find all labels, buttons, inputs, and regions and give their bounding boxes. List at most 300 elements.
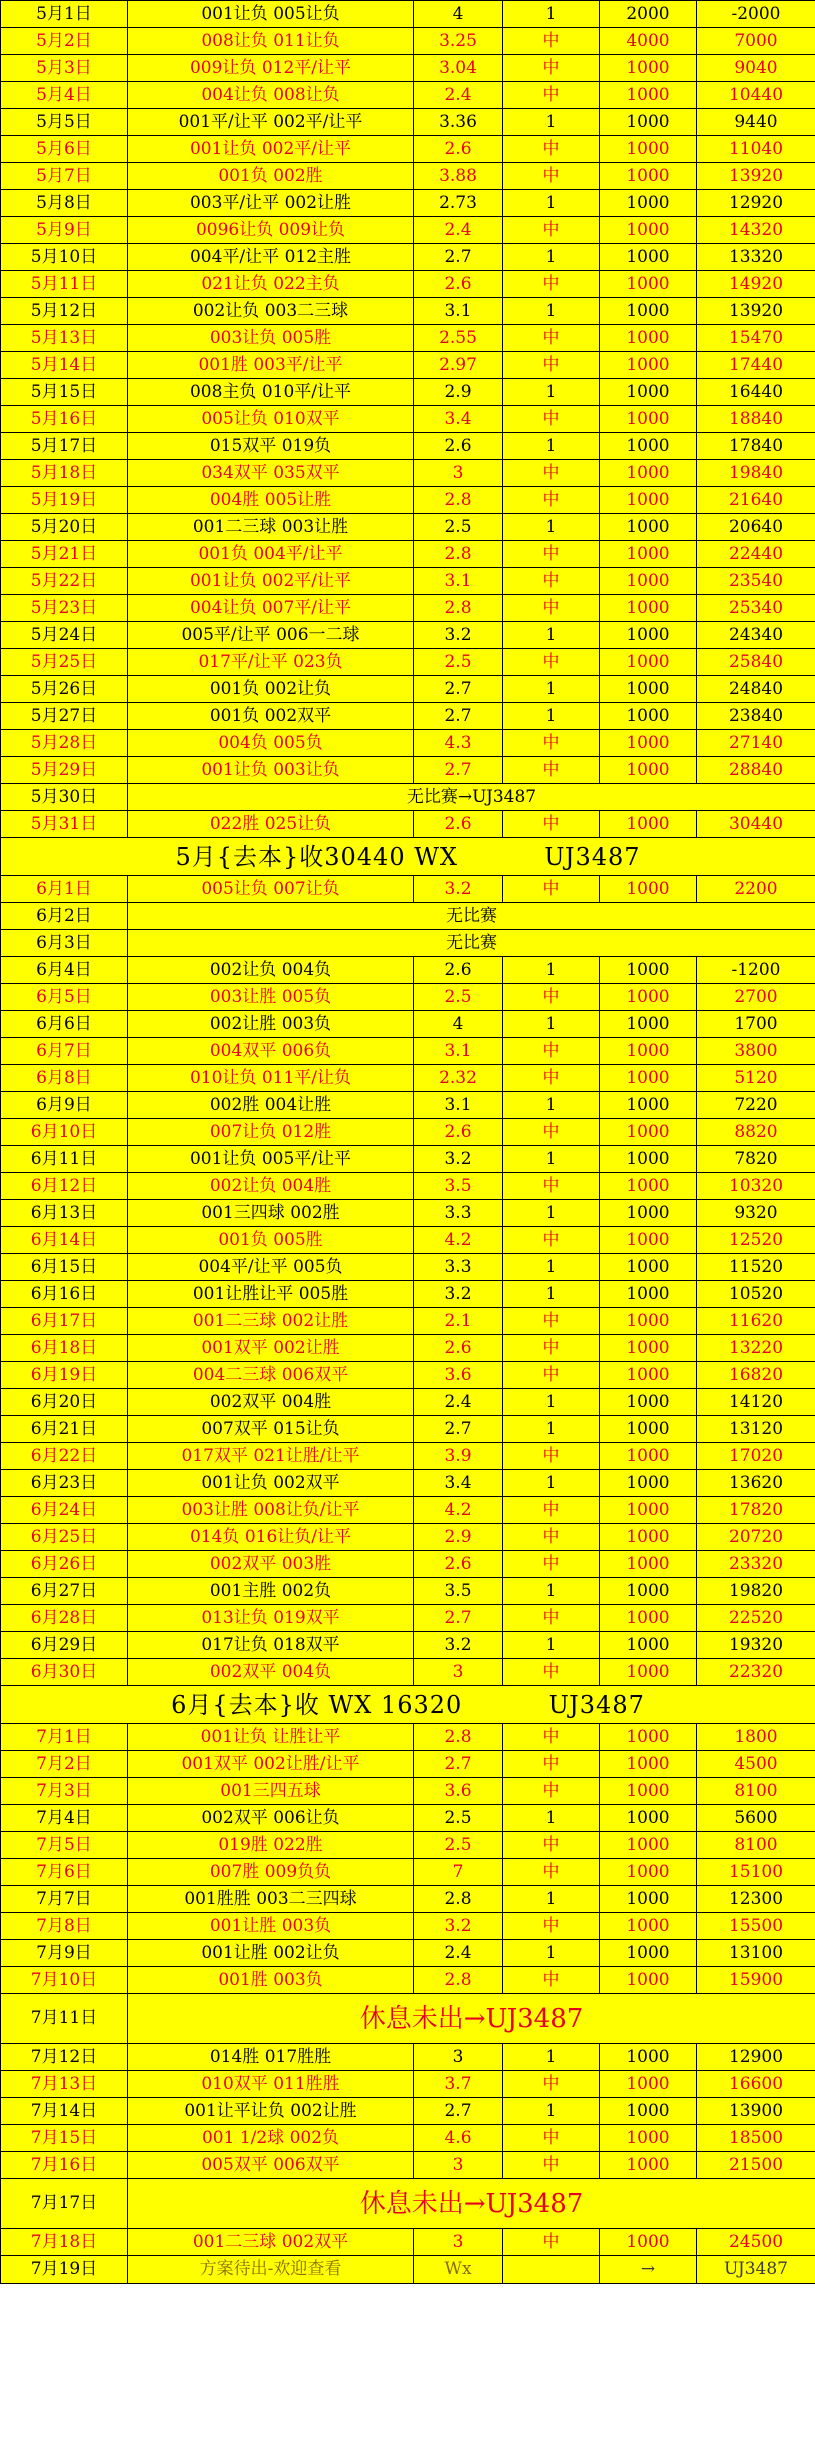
stake-cell: 1000 xyxy=(600,1497,697,1524)
result-cell: 1 xyxy=(503,1632,600,1659)
odds-cell: 2.7 xyxy=(414,1416,503,1443)
odds-cell: 2.6 xyxy=(414,811,503,838)
total-cell: 30440 xyxy=(697,811,815,838)
contact-label: Wx xyxy=(414,2256,503,2284)
picks-cell: 002胜 004让胜 xyxy=(128,1092,414,1119)
date-cell: 7月2日 xyxy=(1,1751,128,1778)
odds-cell: 2.6 xyxy=(414,136,503,163)
odds-cell: 3.36 xyxy=(414,109,503,136)
stake-cell: 1000 xyxy=(600,1470,697,1497)
result-cell: 1 xyxy=(503,1092,600,1119)
date-cell: 6月29日 xyxy=(1,1632,128,1659)
date-cell: 5月7日 xyxy=(1,163,128,190)
picks-cell: 001负 002双平 xyxy=(128,703,414,730)
total-cell: 22320 xyxy=(697,1659,815,1686)
date-cell: 6月22日 xyxy=(1,1443,128,1470)
date-cell: 7月15日 xyxy=(1,2125,128,2152)
picks-cell: 007让负 012胜 xyxy=(128,1119,414,1146)
result-cell: 中 xyxy=(503,325,600,352)
date-cell: 6月1日 xyxy=(1,876,128,903)
bet-row xyxy=(1,1416,815,1443)
picks-cell: 009让负 012平/让平 xyxy=(128,55,414,82)
result-cell: 1 xyxy=(503,2044,600,2071)
picks-cell: 005双平 006双平 xyxy=(128,2152,414,2179)
total-cell: 16440 xyxy=(697,379,815,406)
total-cell: 15100 xyxy=(697,1859,815,1886)
bet-row xyxy=(1,957,815,984)
date-cell: 6月16日 xyxy=(1,1281,128,1308)
total-cell: 16600 xyxy=(697,2071,815,2098)
date-cell: 7月7日 xyxy=(1,1886,128,1913)
odds-cell: 3 xyxy=(414,1659,503,1686)
picks-cell: 004平/让平 012主胜 xyxy=(128,244,414,271)
date-cell: 5月4日 xyxy=(1,82,128,109)
odds-cell: 2.1 xyxy=(414,1308,503,1335)
result-cell: 中 xyxy=(503,28,600,55)
bet-row xyxy=(1,1940,815,1967)
bet-row xyxy=(1,2071,815,2098)
odds-cell: 2.6 xyxy=(414,1335,503,1362)
result-cell: 1 xyxy=(503,957,600,984)
stake-cell: 1000 xyxy=(600,109,697,136)
picks-cell: 001让平让负 002让胜 xyxy=(128,2098,414,2125)
date-cell: 5月1日 xyxy=(1,1,128,28)
result-cell: 中 xyxy=(503,1497,600,1524)
date-cell: 5月16日 xyxy=(1,406,128,433)
result-cell: 1 xyxy=(503,379,600,406)
odds-cell: 3.2 xyxy=(414,1146,503,1173)
picks-cell: 013让负 019双平 xyxy=(128,1605,414,1632)
odds-cell: 2.4 xyxy=(414,1940,503,1967)
odds-cell: 3 xyxy=(414,2044,503,2071)
result-cell: 中 xyxy=(503,730,600,757)
date-cell: 5月18日 xyxy=(1,460,128,487)
date-cell: 6月2日 xyxy=(1,903,128,930)
result-cell xyxy=(503,2256,600,2284)
result-cell: 中 xyxy=(503,876,600,903)
stake-cell: 1000 xyxy=(600,1011,697,1038)
month-summary-text: 5月{去本}收30440 WX UJ3487 xyxy=(1,838,815,876)
total-cell: 3800 xyxy=(697,1038,815,1065)
date-cell: 5月25日 xyxy=(1,649,128,676)
result-cell: 1 xyxy=(503,2098,600,2125)
stake-cell: 1000 xyxy=(600,2125,697,2152)
picks-cell: 001胜 003平/让平 xyxy=(128,352,414,379)
bet-row xyxy=(1,1308,815,1335)
date-cell: 5月10日 xyxy=(1,244,128,271)
date-cell: 5月27日 xyxy=(1,703,128,730)
picks-cell: 004双平 006负 xyxy=(128,1038,414,1065)
stake-cell: 1000 xyxy=(600,1281,697,1308)
picks-cell: 001让负 003让负 xyxy=(128,757,414,784)
stake-cell: 1000 xyxy=(600,1967,697,1994)
picks-cell: 005让负 010双平 xyxy=(128,406,414,433)
total-cell: 7220 xyxy=(697,1092,815,1119)
result-cell: 1 xyxy=(503,1011,600,1038)
odds-cell: 2.5 xyxy=(414,1805,503,1832)
bet-row xyxy=(1,433,815,460)
picks-cell: 001让胜 003负 xyxy=(128,1913,414,1940)
bet-row xyxy=(1,1092,815,1119)
total-cell: -2000 xyxy=(697,1,815,28)
stake-cell: 1000 xyxy=(600,352,697,379)
picks-cell: 001让负 005让负 xyxy=(128,1,414,28)
stake-cell: 1000 xyxy=(600,136,697,163)
note-cell: 无比赛 xyxy=(128,903,815,930)
bet-row xyxy=(1,2125,815,2152)
stake-cell: 1000 xyxy=(600,163,697,190)
date-cell: 5月22日 xyxy=(1,568,128,595)
result-cell: 中 xyxy=(503,1227,600,1254)
bet-row xyxy=(1,703,815,730)
stake-cell: 1000 xyxy=(600,984,697,1011)
picks-cell: 001平/让平 002平/让平 xyxy=(128,109,414,136)
total-cell: 14920 xyxy=(697,271,815,298)
rest-message: 休息未出→UJ3487 xyxy=(128,1994,815,2044)
stake-cell: 1000 xyxy=(600,757,697,784)
contact-id: UJ3487 xyxy=(697,2256,815,2284)
stake-cell: 1000 xyxy=(600,1254,697,1281)
stake-cell: 1000 xyxy=(600,1524,697,1551)
odds-cell: 3.6 xyxy=(414,1362,503,1389)
picks-cell: 002让胜 003负 xyxy=(128,1011,414,1038)
picks-cell: 002双平 004负 xyxy=(128,1659,414,1686)
date-cell: 6月27日 xyxy=(1,1578,128,1605)
bet-row xyxy=(1,1470,815,1497)
date-cell: 6月9日 xyxy=(1,1092,128,1119)
result-cell: 1 xyxy=(503,1940,600,1967)
date-cell: 6月25日 xyxy=(1,1524,128,1551)
picks-cell: 002让负 004胜 xyxy=(128,1173,414,1200)
bet-row xyxy=(1,1335,815,1362)
picks-cell: 001让负 002平/让平 xyxy=(128,568,414,595)
result-cell: 1 xyxy=(503,1578,600,1605)
odds-cell: 2.5 xyxy=(414,649,503,676)
total-cell: 12920 xyxy=(697,190,815,217)
total-cell: 13900 xyxy=(697,2098,815,2125)
month-summary-row xyxy=(1,838,815,876)
stake-cell: 1000 xyxy=(600,676,697,703)
bet-row xyxy=(1,757,815,784)
date-cell: 7月17日 xyxy=(1,2179,128,2229)
stake-cell: 1000 xyxy=(600,514,697,541)
stake-cell: 1000 xyxy=(600,1038,697,1065)
date-cell: 6月7日 xyxy=(1,1038,128,1065)
picks-cell: 001让负 002平/让平 xyxy=(128,136,414,163)
arrow-cell: → xyxy=(600,2256,697,2284)
bet-row xyxy=(1,514,815,541)
bet-row xyxy=(1,2044,815,2071)
odds-cell: 3.4 xyxy=(414,406,503,433)
date-cell: 5月29日 xyxy=(1,757,128,784)
total-cell: 15900 xyxy=(697,1967,815,1994)
date-cell: 6月18日 xyxy=(1,1335,128,1362)
picks-cell: 004让负 007平/让平 xyxy=(128,595,414,622)
bet-row xyxy=(1,1038,815,1065)
total-cell: 15470 xyxy=(697,325,815,352)
picks-cell: 001让胜 002让负 xyxy=(128,1940,414,1967)
odds-cell: 2.32 xyxy=(414,1065,503,1092)
odds-cell: 4.6 xyxy=(414,2125,503,2152)
picks-cell: 002让负 004负 xyxy=(128,957,414,984)
result-cell: 1 xyxy=(503,1254,600,1281)
bet-row xyxy=(1,1724,815,1751)
odds-cell: 3.6 xyxy=(414,1778,503,1805)
picks-cell: 001二三球 003让胜 xyxy=(128,514,414,541)
bet-row xyxy=(1,1443,815,1470)
date-cell: 5月28日 xyxy=(1,730,128,757)
odds-cell: 2.6 xyxy=(414,433,503,460)
stake-cell: 1000 xyxy=(600,1886,697,1913)
result-cell: 1 xyxy=(503,298,600,325)
result-cell: 中 xyxy=(503,1173,600,1200)
stake-cell: 1000 xyxy=(600,541,697,568)
date-cell: 5月19日 xyxy=(1,487,128,514)
no-match-row xyxy=(1,784,815,811)
picks-cell: 019胜 022胜 xyxy=(128,1832,414,1859)
result-cell: 中 xyxy=(503,2125,600,2152)
total-cell: 11520 xyxy=(697,1254,815,1281)
odds-cell: 2.9 xyxy=(414,379,503,406)
total-cell: 8820 xyxy=(697,1119,815,1146)
odds-cell: 2.8 xyxy=(414,1967,503,1994)
result-cell: 中 xyxy=(503,595,600,622)
stake-cell: 1000 xyxy=(600,298,697,325)
result-cell: 中 xyxy=(503,1751,600,1778)
date-cell: 5月24日 xyxy=(1,622,128,649)
stake-cell: 1000 xyxy=(600,1389,697,1416)
odds-cell: 2.8 xyxy=(414,1886,503,1913)
stake-cell: 1000 xyxy=(600,2098,697,2125)
rest-day-row xyxy=(1,2179,815,2229)
picks-cell: 003让负 005胜 xyxy=(128,325,414,352)
odds-cell: 2.5 xyxy=(414,514,503,541)
result-cell: 中 xyxy=(503,1038,600,1065)
date-cell: 6月19日 xyxy=(1,1362,128,1389)
result-cell: 1 xyxy=(503,1470,600,1497)
total-cell: 5120 xyxy=(697,1065,815,1092)
bet-row xyxy=(1,2152,815,2179)
stake-cell: 1000 xyxy=(600,957,697,984)
bet-row xyxy=(1,730,815,757)
bet-row xyxy=(1,1886,815,1913)
odds-cell: 2.6 xyxy=(414,271,503,298)
date-cell: 6月10日 xyxy=(1,1119,128,1146)
stake-cell: 1000 xyxy=(600,595,697,622)
date-cell: 7月9日 xyxy=(1,1940,128,1967)
date-cell: 5月3日 xyxy=(1,55,128,82)
bet-row xyxy=(1,1778,815,1805)
odds-cell: 2.97 xyxy=(414,352,503,379)
result-cell: 中 xyxy=(503,1065,600,1092)
result-cell: 中 xyxy=(503,2229,600,2256)
picks-cell: 017平/让平 023负 xyxy=(128,649,414,676)
bet-row xyxy=(1,1065,815,1092)
total-cell: 25840 xyxy=(697,649,815,676)
total-cell: 25340 xyxy=(697,595,815,622)
stake-cell: 1000 xyxy=(600,1119,697,1146)
picks-cell: 001双平 002让胜/让平 xyxy=(128,1751,414,1778)
bet-row xyxy=(1,406,815,433)
date-cell: 7月14日 xyxy=(1,2098,128,2125)
odds-cell: 2.55 xyxy=(414,325,503,352)
result-cell: 中 xyxy=(503,1524,600,1551)
total-cell: 2700 xyxy=(697,984,815,1011)
date-cell: 7月8日 xyxy=(1,1913,128,1940)
stake-cell: 1000 xyxy=(600,1778,697,1805)
picks-cell: 002让负 003二三球 xyxy=(128,298,414,325)
total-cell: 28840 xyxy=(697,757,815,784)
stake-cell: 1000 xyxy=(600,2229,697,2256)
total-cell: 23320 xyxy=(697,1551,815,1578)
stake-cell: 1000 xyxy=(600,379,697,406)
result-cell: 中 xyxy=(503,217,600,244)
odds-cell: 3.5 xyxy=(414,1173,503,1200)
odds-cell: 3 xyxy=(414,2152,503,2179)
result-cell: 1 xyxy=(503,433,600,460)
stake-cell: 1000 xyxy=(600,568,697,595)
result-cell: 中 xyxy=(503,541,600,568)
odds-cell: 2.9 xyxy=(414,1524,503,1551)
date-cell: 6月14日 xyxy=(1,1227,128,1254)
bet-row xyxy=(1,676,815,703)
odds-cell: 3.2 xyxy=(414,1281,503,1308)
odds-cell: 3.1 xyxy=(414,568,503,595)
date-cell: 6月13日 xyxy=(1,1200,128,1227)
stake-cell: 1000 xyxy=(600,1308,697,1335)
result-cell: 中 xyxy=(503,2152,600,2179)
odds-cell: 3.1 xyxy=(414,1092,503,1119)
odds-cell: 7 xyxy=(414,1859,503,1886)
odds-cell: 4 xyxy=(414,1,503,28)
total-cell: 10440 xyxy=(697,82,815,109)
total-cell: 22440 xyxy=(697,541,815,568)
odds-cell: 2.7 xyxy=(414,676,503,703)
date-cell: 5月11日 xyxy=(1,271,128,298)
bet-row xyxy=(1,298,815,325)
picks-cell: 003让胜 008让负/让平 xyxy=(128,1497,414,1524)
picks-cell: 001负 002让负 xyxy=(128,676,414,703)
total-cell: 19840 xyxy=(697,460,815,487)
stake-cell: 1000 xyxy=(600,1913,697,1940)
result-cell: 中 xyxy=(503,1659,600,1686)
note-cell: 无比赛→UJ3487 xyxy=(128,784,815,811)
picks-cell: 001让负 让胜让平 xyxy=(128,1724,414,1751)
odds-cell: 3.2 xyxy=(414,622,503,649)
bet-row xyxy=(1,649,815,676)
bet-row xyxy=(1,28,815,55)
stake-cell: 1000 xyxy=(600,649,697,676)
odds-cell: 3.4 xyxy=(414,1470,503,1497)
bet-row xyxy=(1,1200,815,1227)
bet-row xyxy=(1,595,815,622)
picks-cell: 034双平 035双平 xyxy=(128,460,414,487)
date-cell: 7月5日 xyxy=(1,1832,128,1859)
picks-cell: 001双平 002让胜 xyxy=(128,1335,414,1362)
picks-cell: 001让负 002双平 xyxy=(128,1470,414,1497)
stake-cell: 1000 xyxy=(600,1605,697,1632)
result-cell: 1 xyxy=(503,1146,600,1173)
stake-cell: 1000 xyxy=(600,217,697,244)
stake-cell: 4000 xyxy=(600,28,697,55)
odds-cell: 3.25 xyxy=(414,28,503,55)
odds-cell: 4.2 xyxy=(414,1497,503,1524)
stake-cell: 1000 xyxy=(600,1173,697,1200)
date-cell: 6月24日 xyxy=(1,1497,128,1524)
odds-cell: 3.7 xyxy=(414,2071,503,2098)
result-cell: 中 xyxy=(503,1605,600,1632)
total-cell: 8100 xyxy=(697,1832,815,1859)
total-cell: 11620 xyxy=(697,1308,815,1335)
stake-cell: 1000 xyxy=(600,1362,697,1389)
rest-day-row xyxy=(1,1994,815,2044)
date-cell: 6月20日 xyxy=(1,1389,128,1416)
result-cell: 1 xyxy=(503,190,600,217)
odds-cell: 3 xyxy=(414,2229,503,2256)
bet-row xyxy=(1,217,815,244)
total-cell: 8100 xyxy=(697,1778,815,1805)
pending-row xyxy=(1,2256,815,2284)
picks-cell: 007双平 015让负 xyxy=(128,1416,414,1443)
rest-message: 休息未出→UJ3487 xyxy=(128,2179,815,2229)
picks-cell: 005平/让平 006一二球 xyxy=(128,622,414,649)
bet-row xyxy=(1,541,815,568)
result-cell: 中 xyxy=(503,82,600,109)
date-cell: 6月30日 xyxy=(1,1659,128,1686)
bet-row xyxy=(1,487,815,514)
stake-cell: 1000 xyxy=(600,811,697,838)
result-cell: 中 xyxy=(503,1443,600,1470)
bet-row xyxy=(1,2098,815,2125)
bet-row xyxy=(1,352,815,379)
stake-cell: 1000 xyxy=(600,2044,697,2071)
date-cell: 6月17日 xyxy=(1,1308,128,1335)
odds-cell: 2.4 xyxy=(414,82,503,109)
picks-cell: 001三四五球 xyxy=(128,1778,414,1805)
stake-cell: 1000 xyxy=(600,190,697,217)
picks-cell: 001负 004平/让平 xyxy=(128,541,414,568)
result-cell: 中 xyxy=(503,2071,600,2098)
stake-cell: 1000 xyxy=(600,1632,697,1659)
stake-cell: 2000 xyxy=(600,1,697,28)
odds-cell: 2.7 xyxy=(414,2098,503,2125)
stake-cell: 1000 xyxy=(600,1200,697,1227)
stake-cell: 1000 xyxy=(600,406,697,433)
picks-cell: 001胜 003负 xyxy=(128,1967,414,1994)
bet-row xyxy=(1,876,815,903)
date-cell: 7月16日 xyxy=(1,2152,128,2179)
result-cell: 中 xyxy=(503,163,600,190)
total-cell: 1800 xyxy=(697,1724,815,1751)
bet-row xyxy=(1,244,815,271)
total-cell: 24500 xyxy=(697,2229,815,2256)
picks-cell: 001主胜 002负 xyxy=(128,1578,414,1605)
stake-cell: 1000 xyxy=(600,1724,697,1751)
odds-cell: 4.3 xyxy=(414,730,503,757)
note-cell: 无比赛 xyxy=(128,930,815,957)
result-cell: 1 xyxy=(503,622,600,649)
result-cell: 1 xyxy=(503,676,600,703)
result-cell: 1 xyxy=(503,1416,600,1443)
odds-cell: 3.2 xyxy=(414,876,503,903)
picks-cell: 001让负 005平/让平 xyxy=(128,1146,414,1173)
no-match-row xyxy=(1,903,815,930)
total-cell: 7820 xyxy=(697,1146,815,1173)
stake-cell: 1000 xyxy=(600,703,697,730)
total-cell: 9440 xyxy=(697,109,815,136)
date-cell: 5月31日 xyxy=(1,811,128,838)
bet-row xyxy=(1,622,815,649)
